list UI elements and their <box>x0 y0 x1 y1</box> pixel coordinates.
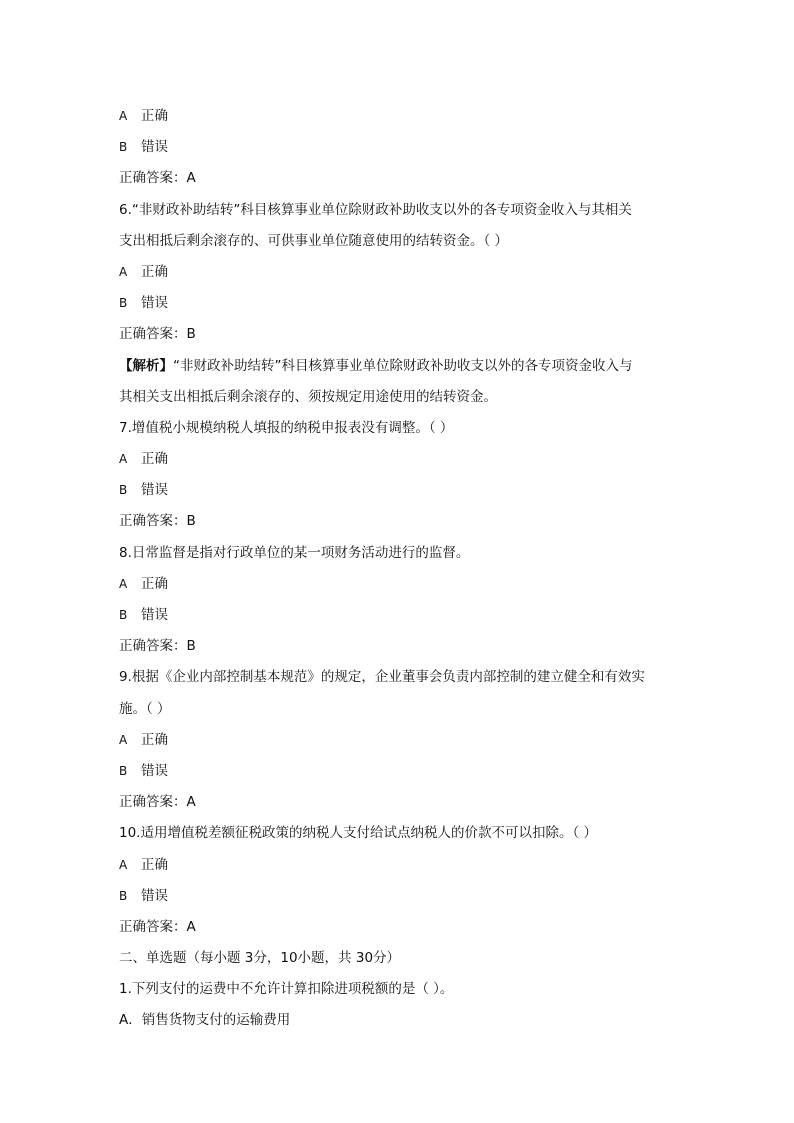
answer-line: 正确答案：A <box>119 918 196 935</box>
option-line <box>119 444 679 475</box>
option-text: 错误 <box>141 607 168 623</box>
option-line <box>119 569 679 600</box>
option-letter: A <box>119 109 128 123</box>
option-line <box>119 475 679 506</box>
option-letter: A <box>119 264 128 279</box>
question-line: 7.增值税小规模纳税人填报的纳税申报表没有调整。（ ） <box>119 419 454 436</box>
analysis-label: 【解析】 <box>119 357 173 374</box>
option-letter: B <box>119 763 128 778</box>
analysis-text: “非财政补助结转”科目核算事业单位除财政补助收支以外的各专项资金收入与 <box>173 357 633 374</box>
option-text: 错误 <box>141 139 168 156</box>
analysis-line <box>119 351 679 382</box>
option-line <box>119 756 679 787</box>
option-letter: B <box>119 608 128 622</box>
option-letter: B <box>119 140 128 155</box>
option-line <box>119 600 679 631</box>
answer-line: 正确答案：B <box>119 326 196 343</box>
option-letter: A <box>119 857 128 872</box>
question-line: 9.根据《企业内部控制基本规范》的规定，企业董事会负责内部控制的建立健全和有效实 <box>119 669 645 686</box>
option-text: 错误 <box>141 482 168 499</box>
answer-line: 正确答案：A <box>119 170 196 187</box>
question-line: 支出相抵后剩余滚存的、可供事业单位随意使用的结转资金。（ ） <box>119 232 509 249</box>
question-line: 1.下列支付的运费中不允许计算扣除进项税额的是（ ）。 <box>119 981 454 998</box>
option-text: 正确 <box>141 108 168 124</box>
option-text: 错误 <box>141 762 168 779</box>
question-line: 10.适用增值税差额征税政策的纳税人支付给试点纳税人的价款不可以扣除。（ ） <box>119 825 598 842</box>
section-heading: 二、单选题（每小题 3分，10小题，共 30分） <box>119 950 401 967</box>
option-line <box>119 132 679 163</box>
option-letter: B <box>119 483 128 498</box>
question-line: 施。（ ） <box>119 700 171 717</box>
option-line <box>119 881 679 912</box>
question-line: 8.日常监督是指对行政单位的某一项财务活动进行的监督。 <box>119 544 470 561</box>
option-line <box>119 850 679 881</box>
answer-line: 正确答案：A <box>119 794 196 811</box>
option-text: 错误 <box>141 295 168 312</box>
question-line: 6.“非财政补助结转”科目核算事业单位除财政补助收支以外的各专项资金收入与其相关 <box>119 201 632 218</box>
option-text: 正确 <box>141 451 168 468</box>
option-line <box>119 257 679 288</box>
document-body <box>119 101 679 1037</box>
option-letter: A <box>119 732 128 747</box>
option-line <box>119 288 679 319</box>
option-text: 正确 <box>141 575 168 592</box>
option-letter: B <box>119 888 128 903</box>
option-line <box>119 725 679 756</box>
answer-line: 正确答案：B <box>119 513 196 530</box>
option-letter: B <box>119 296 128 311</box>
option-letter: A <box>119 452 128 467</box>
option-text: 正确 <box>141 731 168 748</box>
choice-line: A．销售货物支付的运输费用 <box>119 1012 291 1029</box>
option-text: 错误 <box>141 887 168 904</box>
option-line <box>119 101 679 132</box>
option-text: 正确 <box>141 263 168 280</box>
answer-line: 正确答案：B <box>119 638 196 655</box>
analysis-line: 其相关支出相抵后剩余滚存的、须按规定用途使用的结转资金。 <box>119 388 497 405</box>
option-letter: A <box>119 576 128 591</box>
option-text: 正确 <box>141 856 168 873</box>
